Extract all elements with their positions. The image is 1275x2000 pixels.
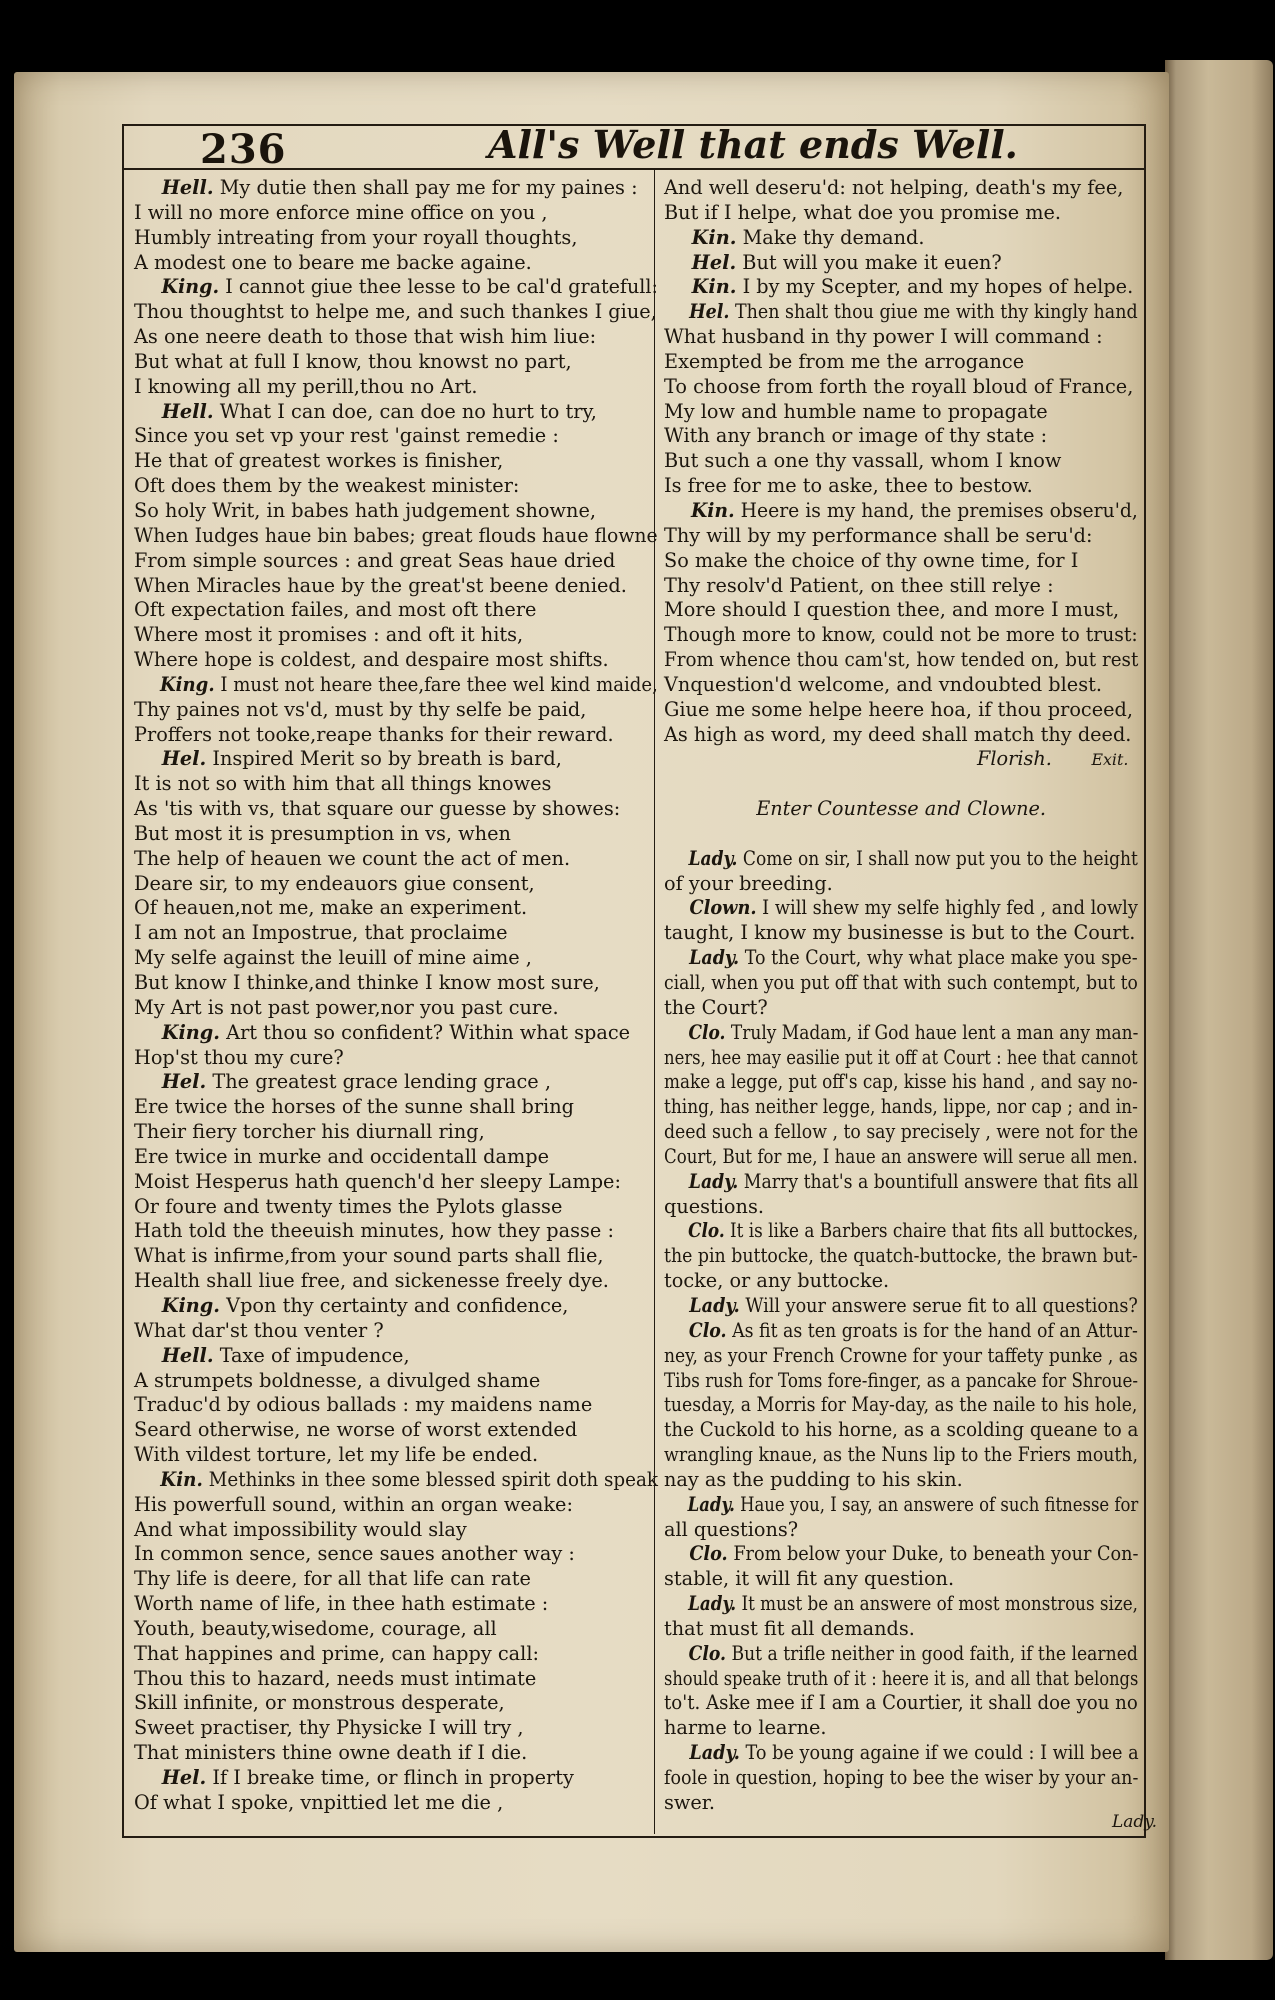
speaker-prefix: Hel. bbox=[161, 1070, 207, 1094]
speech-line bbox=[134, 1070, 658, 1095]
verse-line bbox=[664, 325, 1138, 350]
speaker-prefix: Clo. bbox=[688, 1641, 727, 1665]
line-text: the Cuckold to his horne, as a scolding queane to a bbox=[664, 1418, 1139, 1442]
verse-line bbox=[664, 1095, 1138, 1120]
line-text: ners, hee may easilie put it off at Court : hee that cannot bbox=[664, 1045, 1138, 1069]
line-text: To be young againe if we could : I will bee a bbox=[745, 1741, 1139, 1765]
facing-page-edge bbox=[1165, 60, 1273, 1960]
verse-line bbox=[134, 1567, 658, 1592]
line-text: In common sence, sence saues another way : bbox=[134, 1542, 575, 1566]
verse-line bbox=[134, 1542, 658, 1567]
speaker-prefix: Hel. bbox=[689, 300, 730, 324]
speech-line bbox=[664, 1741, 1139, 1766]
verse-line bbox=[664, 1766, 1139, 1791]
speaker-prefix: Hell. bbox=[161, 1343, 214, 1367]
line-text: From below your Duke, to beneath your Con- bbox=[733, 1542, 1139, 1566]
line-text: Seard otherwise, ne worse of worst extended bbox=[134, 1418, 578, 1442]
line-text: of your breeding. bbox=[664, 871, 833, 895]
line-text: To choose from forth the royall bloud of France, bbox=[664, 374, 1134, 398]
speaker-prefix: Lady. bbox=[689, 946, 740, 970]
line-text: The help of heauen we count the act of men. bbox=[134, 846, 571, 870]
verse-line bbox=[664, 201, 1138, 226]
speaker-prefix: Hel. bbox=[161, 747, 207, 771]
verse-line bbox=[664, 474, 1138, 499]
speaker-prefix: Kin. bbox=[690, 498, 735, 522]
verse-line bbox=[664, 1518, 1138, 1543]
line-text: What I can doe, can doe no hurt to try, bbox=[219, 399, 597, 423]
verse-line bbox=[664, 673, 1138, 698]
verse-line bbox=[134, 549, 658, 574]
catchword: Lady. bbox=[1112, 1812, 1158, 1832]
verse-line bbox=[664, 1468, 1138, 1493]
line-text: stable, it will fit any question. bbox=[664, 1567, 955, 1591]
line-text: My Art is not past power,nor you past cure. bbox=[134, 995, 559, 1019]
speech-line bbox=[134, 747, 658, 772]
verse-line bbox=[664, 971, 1138, 996]
verse-line bbox=[134, 1244, 658, 1269]
verse-line bbox=[664, 1443, 1139, 1468]
line-text: Haue you, I say, an answere of such fitnesse for bbox=[740, 1492, 1139, 1516]
verse-line bbox=[664, 1666, 1139, 1692]
verse-line bbox=[134, 499, 658, 524]
line-text: I cannot giue thee lesse to be cal'd gratefull: bbox=[225, 275, 658, 299]
line-text: Or foure and twenty times the Pylots glasse bbox=[134, 1194, 563, 1218]
speaker-prefix: Clo. bbox=[689, 1542, 728, 1566]
verse-line bbox=[664, 1716, 1138, 1741]
line-text: Though more to know, could not be more to trust: bbox=[664, 623, 1138, 647]
line-text: When Miracles haue by the great'st beene denied. bbox=[134, 573, 627, 597]
stage-direction-heading: Enter Countesse and Clowne. bbox=[756, 797, 1047, 821]
verse-line bbox=[664, 1120, 1139, 1145]
speech-line bbox=[664, 1641, 1138, 1667]
line-text: deed such a fellow , to say precisely , were not for the bbox=[664, 1120, 1139, 1144]
verse-line bbox=[134, 1095, 658, 1120]
verse-line bbox=[134, 996, 658, 1021]
line-text: Heere is my hand, the premises obseru'd, bbox=[740, 498, 1138, 522]
flourish-direction: Florish. bbox=[977, 747, 1052, 771]
verse-line bbox=[134, 971, 658, 996]
line-text: To the Court, why what place make you spe- bbox=[744, 946, 1138, 970]
verse-line bbox=[134, 847, 658, 872]
line-text: With any branch or image of thy state : bbox=[664, 424, 1048, 448]
line-text: Health shall liue free, and sickenesse freely dye. bbox=[134, 1269, 609, 1293]
line-text: swer. bbox=[664, 1790, 716, 1814]
speaker-prefix: Clo. bbox=[688, 1318, 727, 1342]
line-text: As one neere death to those that wish him liue: bbox=[134, 325, 597, 349]
verse-line bbox=[134, 350, 658, 375]
line-text: Inspired Merit so by breath is bard, bbox=[212, 747, 562, 771]
verse-line bbox=[134, 201, 658, 226]
speaker-prefix: Lady. bbox=[688, 1169, 739, 1193]
verse-line bbox=[134, 1046, 658, 1071]
line-text: When Iudges haue bin babes; great flouds haue flowne bbox=[134, 523, 658, 547]
speaker-prefix: King. bbox=[161, 1020, 221, 1044]
line-text: More should I question thee, and more I must, bbox=[664, 598, 1120, 622]
verse-line bbox=[134, 226, 658, 251]
speech-line bbox=[664, 1293, 1138, 1319]
line-text: Of heauen,not me, make an experiment. bbox=[134, 896, 528, 920]
line-text: Truly Madam, if God haue lent a man any man- bbox=[730, 1020, 1139, 1044]
line-text: My low and humble name to propagate bbox=[664, 399, 1048, 423]
speaker-prefix: Kin. bbox=[160, 1467, 203, 1491]
speech-line bbox=[664, 1492, 1139, 1518]
line-text: Thy will by my performance shall be seru'd: bbox=[664, 523, 1093, 547]
verse-line bbox=[134, 946, 658, 971]
verse-line bbox=[134, 921, 658, 946]
line-text: Thou thoughtst to helpe me, and such thankes I giue, bbox=[134, 300, 657, 324]
verse-line bbox=[664, 424, 1138, 449]
line-text: From whence thou cam'st, how tended on, but rest bbox=[664, 648, 1139, 672]
verse-line bbox=[664, 648, 1139, 673]
line-text: Their fiery torcher his diurnall ring, bbox=[134, 1120, 485, 1144]
verse-line bbox=[664, 921, 1138, 946]
line-text: Ere twice the horses of the sunne shall bring bbox=[134, 1095, 574, 1119]
line-text: That happines and prime, can happy call: bbox=[134, 1641, 540, 1665]
line-text: As 'tis with vs, that square our guesse by showes: bbox=[134, 797, 621, 821]
speech-line bbox=[664, 1542, 1139, 1567]
line-text: Vpon thy certainty and confidence, bbox=[226, 1293, 569, 1317]
line-text: I am not an Impostrue, that proclaime bbox=[134, 921, 508, 945]
line-text: foole in question, hoping to bee the wiser by your an- bbox=[664, 1766, 1139, 1789]
verse-line bbox=[134, 1219, 658, 1244]
line-text: Thy life is deere, for all that life can rate bbox=[134, 1567, 531, 1591]
verse-line bbox=[134, 598, 658, 623]
speaker-prefix: Hell. bbox=[161, 399, 214, 423]
speech-line bbox=[664, 896, 1138, 921]
line-text: tocke, or any buttocke. bbox=[664, 1269, 890, 1293]
verse-line bbox=[134, 822, 658, 847]
line-text: Thou this to hazard, needs must intimate bbox=[134, 1666, 537, 1690]
line-text: Come on sir, I shall now put you to the height bbox=[742, 846, 1138, 870]
blank-line bbox=[664, 822, 1138, 847]
verse-line bbox=[134, 1791, 658, 1816]
line-text: Traduc'd by odious ballads : my maidens name bbox=[134, 1393, 593, 1417]
verse-line bbox=[134, 723, 658, 748]
line-text: I knowing all my perill,thou no Art. bbox=[134, 374, 478, 398]
verse-line bbox=[134, 872, 658, 897]
speech-line bbox=[134, 1766, 658, 1791]
line-text: My selfe against the leuill of mine aime , bbox=[134, 946, 532, 970]
line-text: thing, has neither legge, hands, lippe, nor cap ; and in- bbox=[664, 1095, 1138, 1119]
speaker-prefix: Lady. bbox=[687, 1492, 735, 1516]
verse-line bbox=[134, 1120, 658, 1145]
verse-line bbox=[664, 698, 1138, 723]
speech-line bbox=[134, 1021, 658, 1046]
line-text: tuesday, a Morris for May-day, as the naile to his hole, bbox=[664, 1393, 1138, 1417]
line-text: Giue me some helpe heere hoa, if thou proceed, bbox=[664, 697, 1133, 721]
verse-line bbox=[664, 524, 1138, 549]
verse-line bbox=[664, 375, 1138, 400]
speaker-prefix: Lady. bbox=[689, 1741, 740, 1765]
line-text: But will you make it euen? bbox=[742, 250, 1002, 274]
line-text: Hop'st thou my cure? bbox=[134, 1045, 344, 1069]
line-text: But most it is presumption in vs, when bbox=[134, 821, 511, 845]
verse-line bbox=[664, 1144, 1138, 1170]
verse-line bbox=[134, 1741, 658, 1766]
line-text: all questions? bbox=[664, 1517, 799, 1541]
speaker-prefix: Hell. bbox=[161, 176, 214, 199]
verse-line bbox=[134, 648, 658, 673]
speech-line bbox=[664, 300, 1138, 325]
verse-line bbox=[134, 772, 658, 797]
stage-direction bbox=[664, 747, 1138, 772]
verse-line bbox=[664, 1070, 1138, 1095]
line-text: Moist Hesperus hath quench'd her sleepy Lampe: bbox=[134, 1169, 621, 1193]
verse-line bbox=[664, 598, 1138, 623]
line-text: nay as the pudding to his skin. bbox=[664, 1467, 963, 1491]
verse-line bbox=[664, 623, 1138, 648]
speaker-prefix: Hel. bbox=[691, 250, 737, 274]
verse-line bbox=[134, 523, 658, 549]
line-text: Art thou so confident? Within what space bbox=[226, 1020, 631, 1044]
line-text: Court, But for me, I haue an answere will serue all men. bbox=[664, 1144, 1138, 1168]
speaker-prefix: Clown. bbox=[689, 896, 757, 920]
line-text: ney, as your French Crowne for your taffety punke , as bbox=[664, 1343, 1138, 1367]
verse-line bbox=[134, 325, 658, 350]
verse-line bbox=[664, 1269, 1138, 1294]
verse-line bbox=[134, 797, 658, 822]
line-text: Oft expectation failes, and most oft there bbox=[134, 598, 537, 622]
verse-line bbox=[664, 723, 1138, 748]
line-text: Tibs rush for Toms fore-finger, as a pancake for Shroue- bbox=[664, 1368, 1139, 1392]
verse-line bbox=[134, 449, 658, 474]
line-text: Sweet practiser, thy Physicke I will try , bbox=[134, 1716, 524, 1740]
verse-line bbox=[664, 996, 1138, 1021]
verse-line bbox=[664, 1567, 1138, 1592]
line-text: Hath told the theeuish minutes, how they passe : bbox=[134, 1219, 614, 1243]
verse-line bbox=[664, 574, 1138, 599]
verse-line bbox=[134, 1691, 658, 1716]
line-text: Vnquestion'd welcome, and vndoubted blest. bbox=[664, 672, 1102, 696]
exit-direction: Exit. bbox=[1091, 750, 1129, 770]
verse-line bbox=[134, 1319, 658, 1344]
line-text: But such a one thy vassall, whom I know bbox=[664, 449, 1062, 473]
speaker-prefix: King. bbox=[161, 1293, 221, 1317]
speech-line bbox=[134, 1294, 658, 1319]
running-title: All's Well that ends Well. bbox=[488, 122, 1018, 167]
line-text: With vildest torture, let my life be ended. bbox=[134, 1443, 539, 1467]
line-text: Marry that's a bountifull answere that fits all bbox=[743, 1169, 1139, 1193]
speech-line bbox=[134, 1344, 658, 1369]
verse-line bbox=[664, 1368, 1139, 1394]
line-text: From simple sources : and great Seas haue dried bbox=[134, 548, 616, 572]
verse-line bbox=[134, 623, 658, 648]
verse-line bbox=[134, 1195, 658, 1220]
speaker-prefix: Kin. bbox=[691, 275, 737, 299]
line-text: the Court? bbox=[664, 995, 768, 1019]
verse-line bbox=[134, 251, 658, 276]
line-text: taught, I know my businesse is but to the Court. bbox=[664, 921, 1136, 945]
line-text: Oft does them by the weakest minister: bbox=[134, 474, 520, 498]
verse-line bbox=[664, 1343, 1138, 1369]
speech-line bbox=[134, 672, 658, 698]
speech-line bbox=[664, 498, 1138, 524]
speech-line bbox=[664, 1169, 1139, 1195]
verse-line bbox=[134, 1716, 658, 1741]
line-text: That ministers thine owne death if I die. bbox=[134, 1741, 528, 1765]
line-text: It must be an answere of most monstrous size, bbox=[741, 1592, 1138, 1616]
verse-line bbox=[664, 1045, 1138, 1071]
line-text: Deare sir, to my endeauors giue consent, bbox=[134, 871, 535, 895]
verse-line bbox=[664, 1617, 1138, 1642]
line-text: Skill infinite, or monstrous desperate, bbox=[134, 1691, 505, 1715]
verse-line bbox=[664, 1195, 1138, 1220]
verse-line bbox=[134, 1269, 658, 1294]
verse-line bbox=[664, 400, 1138, 425]
line-text: ciall, when you put off that with such contempt, but to bbox=[664, 971, 1138, 994]
line-text: Thy paines not vs'd, must by thy selfe be paid, bbox=[134, 697, 587, 721]
line-text: Will your answere serue fit to all questions? bbox=[745, 1293, 1138, 1317]
line-text: The greatest grace lending grace , bbox=[212, 1070, 551, 1094]
line-text: Is free for me to aske, thee to bestow. bbox=[664, 474, 1033, 498]
verse-line bbox=[134, 1518, 658, 1543]
verse-line bbox=[134, 896, 658, 921]
line-text: But if I helpe, what doe you promise me. bbox=[664, 200, 1062, 224]
line-text: As high as word, my deed shall match thy deed. bbox=[664, 722, 1132, 746]
line-text: Where hope is coldest, and despaire most shifts. bbox=[134, 648, 609, 672]
line-text: I must not heare thee,fare thee wel kind maide, bbox=[220, 672, 658, 696]
verse-line bbox=[134, 1369, 658, 1394]
speech-line bbox=[664, 846, 1138, 872]
speech-line bbox=[664, 946, 1138, 971]
line-text: Youth, beauty,wisedome, courage, all bbox=[134, 1616, 497, 1640]
speech-line bbox=[664, 226, 1138, 251]
verse-line bbox=[134, 1145, 658, 1170]
line-text: As fit as ten groats is for the hand of an Attur- bbox=[732, 1318, 1138, 1342]
right-column bbox=[664, 176, 1144, 1816]
line-text: But know I thinke,and thinke I know most sure, bbox=[134, 971, 600, 994]
verse-line bbox=[664, 449, 1138, 474]
verse-line bbox=[134, 424, 658, 449]
line-text: It is like a Barbers chaire that fits all buttockes, bbox=[730, 1219, 1139, 1243]
line-text: What is infirme,from your sound parts shall flie, bbox=[134, 1244, 604, 1268]
verse-line bbox=[664, 1393, 1138, 1418]
verse-line bbox=[664, 176, 1138, 201]
line-text: should speake truth of it : heere it is, and all that belongs bbox=[664, 1666, 1139, 1690]
line-text: Humbly intreating from your royall thoughts, bbox=[134, 225, 578, 249]
verse-line bbox=[134, 474, 658, 499]
speech-line bbox=[134, 400, 658, 425]
line-text: But a trifle neither in good faith, if the learned bbox=[731, 1641, 1138, 1665]
line-text: His powerfull sound, within an organ weake: bbox=[134, 1492, 573, 1516]
verse-line bbox=[134, 1493, 658, 1518]
speaker-prefix: King. bbox=[159, 672, 215, 696]
verse-line bbox=[134, 1667, 658, 1692]
verse-line bbox=[134, 574, 658, 599]
line-text: What dar'st thou venter ? bbox=[134, 1318, 384, 1342]
verse-line bbox=[664, 1691, 1138, 1716]
speaker-prefix: Kin. bbox=[691, 225, 737, 249]
line-text: Thy resolv'd Patient, on thee still relye : bbox=[664, 573, 1054, 597]
line-text: make a legge, put off's cap, kisse his hand , and say no- bbox=[664, 1070, 1138, 1094]
speech-line bbox=[664, 1020, 1139, 1046]
line-text: Ere twice in murke and occidentall dampe bbox=[134, 1144, 550, 1168]
verse-line bbox=[664, 549, 1138, 574]
verse-line bbox=[134, 1617, 658, 1642]
line-text: Make thy demand. bbox=[742, 225, 925, 249]
line-text: He that of greatest workes is finisher, bbox=[134, 449, 504, 473]
line-text: Of what I spoke, vnpittied let me die , bbox=[134, 1790, 504, 1814]
line-text: Then shalt thou giue me with thy kingly hand bbox=[734, 300, 1138, 324]
line-text: that must fit all demands. bbox=[664, 1616, 915, 1640]
verse-line bbox=[134, 1443, 658, 1468]
verse-line bbox=[134, 1592, 658, 1617]
line-text: Methinks in thee some blessed spirit doth speak bbox=[208, 1467, 658, 1491]
verse-line bbox=[134, 1642, 658, 1667]
line-text: Where most it promises : and oft it hits, bbox=[134, 623, 524, 647]
verse-line bbox=[664, 1418, 1139, 1443]
speech-line bbox=[664, 1318, 1138, 1344]
line-text: A modest one to beare me backe againe. bbox=[134, 250, 532, 274]
verse-line bbox=[134, 375, 658, 400]
speaker-prefix: King. bbox=[161, 275, 220, 299]
verse-line bbox=[664, 872, 1138, 897]
line-text: Proffers not tooke,reape thanks for their reward. bbox=[134, 722, 614, 746]
speaker-prefix: Clo. bbox=[688, 1219, 725, 1243]
speaker-prefix: Clo. bbox=[688, 1020, 726, 1044]
speech-line bbox=[664, 275, 1138, 300]
line-text: What husband in thy power I will command : bbox=[664, 325, 1103, 349]
line-text: Exempted be from me the arrogance bbox=[664, 349, 1025, 373]
line-text: Worth name of life, in thee hath estimate : bbox=[134, 1592, 549, 1616]
line-text: Since you set vp your rest 'gainst remedie : bbox=[134, 424, 559, 448]
page-number: 236 bbox=[200, 126, 287, 173]
speaker-prefix: Lady. bbox=[688, 1592, 737, 1616]
line-text: So make the choice of thy owne time, for I bbox=[664, 548, 1079, 572]
line-text: And what impossibility would slay bbox=[134, 1517, 467, 1541]
speech-line bbox=[664, 1592, 1138, 1617]
left-column bbox=[134, 176, 664, 1816]
speech-line bbox=[134, 275, 658, 300]
speech-line bbox=[134, 176, 658, 201]
line-text: But what at full I know, thou knowst no part, bbox=[134, 349, 572, 373]
line-text: So holy Writ, in babes hath judgement showne, bbox=[134, 498, 597, 522]
line-text: I will shew my selfe highly fed , and lowly bbox=[762, 896, 1138, 920]
line-text: A strumpets boldnesse, a divulged shame bbox=[134, 1368, 541, 1392]
line-text: It is not so with him that all things knowes bbox=[134, 772, 552, 796]
blank-line bbox=[664, 772, 1138, 797]
speech-line bbox=[664, 251, 1138, 276]
verse-line bbox=[134, 300, 658, 325]
speech-line bbox=[664, 1219, 1139, 1244]
speech-line bbox=[134, 1467, 658, 1493]
line-text: questions. bbox=[664, 1194, 764, 1218]
verse-line bbox=[134, 1418, 658, 1443]
verse-line bbox=[664, 1244, 1138, 1269]
line-text: And well deseru'd: not helping, death's my fee, bbox=[664, 176, 1124, 199]
line-text: If I breake time, or flinch in property bbox=[212, 1766, 574, 1789]
verse-line bbox=[134, 1393, 658, 1418]
speaker-prefix: Lady. bbox=[689, 1293, 740, 1317]
line-text: I by my Scepter, and my hopes of helpe. bbox=[742, 275, 1134, 299]
speaker-prefix: Hel. bbox=[161, 1766, 207, 1789]
line-text: Taxe of impudence, bbox=[219, 1343, 410, 1367]
line-text: the pin buttocke, the quatch-buttocke, the brawn but- bbox=[664, 1244, 1138, 1268]
line-text: I will no more enforce mine office on you , bbox=[134, 200, 548, 224]
line-text: My dutie then shall pay me for my paines : bbox=[219, 176, 638, 199]
verse-line bbox=[134, 698, 658, 723]
verse-line bbox=[664, 350, 1138, 375]
line-text: to't. Aske mee if I am a Courtier, it shall doe you no bbox=[664, 1691, 1138, 1715]
speaker-prefix: Lady. bbox=[688, 846, 738, 870]
line-text: wrangling knaue, as the Nuns lip to the Friers mouth, bbox=[664, 1443, 1139, 1467]
line-text: harme to learne. bbox=[664, 1716, 827, 1740]
verse-line bbox=[134, 1170, 658, 1195]
verse-line bbox=[664, 1791, 1138, 1816]
